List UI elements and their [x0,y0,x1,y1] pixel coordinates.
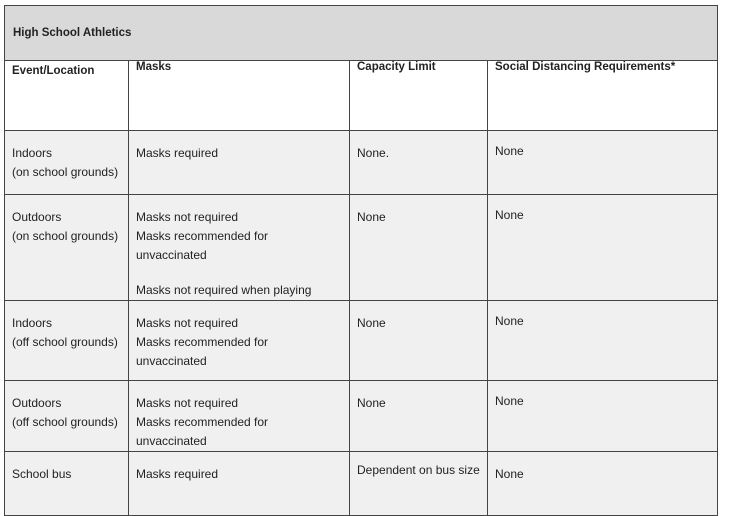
masks-cell [129,301,350,381]
distancing-cell [488,381,718,452]
event-name: School bus [12,467,72,481]
mask-rule: Masks recommended for unvaccinated [136,415,269,448]
mask-rule: Masks required [136,146,219,160]
capacity-cell [350,195,488,301]
event-cell [5,381,129,452]
mask-rule: Masks not required [136,316,239,330]
distancing-value: None [495,144,524,158]
event-cell [5,195,129,301]
capacity-cell [350,381,488,452]
table-title-row [5,6,718,61]
table-title: High School Athletics [5,6,718,61]
event-name: Indoors [12,316,53,330]
event-location: (off school grounds) [12,335,118,349]
masks-cell [129,131,350,195]
table-row [5,195,718,301]
distancing-value: None [495,208,524,222]
distancing-value: None [495,467,524,481]
athletics-table [4,5,718,516]
distancing-cell [488,195,718,301]
capacity-cell [350,131,488,195]
table-row [5,381,718,452]
header-masks: Masks [129,61,350,131]
table-row [5,131,718,195]
distancing-cell [488,301,718,381]
distancing-cell [488,452,718,516]
event-location: (off school grounds) [12,415,118,429]
masks-cell [129,452,350,516]
event-location: (on school grounds) [12,165,119,179]
event-location: (on school grounds) [12,229,119,243]
table-row [5,301,718,381]
distancing-value: None [495,314,524,328]
distancing-cell [488,131,718,195]
capacity-value: None [357,396,386,410]
header-event-location: Event/Location [5,61,129,131]
masks-cell [129,195,350,301]
mask-rule: Masks recommended for unvaccinated [136,229,269,262]
masks-cell [129,381,350,452]
capacity-cell [350,301,488,381]
distancing-value: None [495,394,524,408]
mask-rule: Masks not required [136,210,239,224]
header-capacity-limit: Capacity Limit [350,61,488,131]
event-cell [5,452,129,516]
capacity-value: Dependent on bus size [357,463,480,477]
table-header-row [5,61,718,131]
event-name: Outdoors [12,396,62,410]
capacity-value: None [357,316,386,330]
capacity-value: None. [357,146,390,160]
table-row [5,452,718,516]
mask-rule: Masks not required when playing [136,283,312,297]
header-social-distancing: Social Distancing Requirements* [488,61,718,131]
event-cell [5,131,129,195]
event-name: Indoors [12,146,53,160]
mask-rule: Masks recommended for unvaccinated [136,335,269,368]
mask-rule: Masks required [136,467,219,481]
event-name: Outdoors [12,210,62,224]
mask-rule: Masks not required [136,396,239,410]
event-cell [5,301,129,381]
capacity-value: None [357,210,386,224]
capacity-cell [350,452,488,516]
